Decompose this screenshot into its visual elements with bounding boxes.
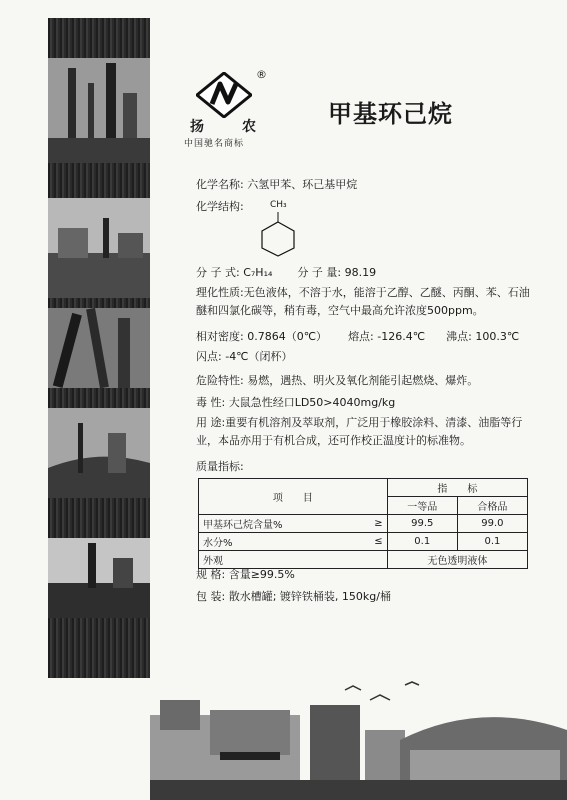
plant-photo-1 [48, 58, 150, 163]
structure-diagram [256, 200, 306, 260]
row-qualified: 0.1 [457, 533, 527, 551]
quality-spec-table [198, 478, 528, 569]
flash-row [196, 348, 293, 364]
row-item: 水分% [199, 533, 357, 551]
mp-value: -126.4℃ [377, 330, 426, 343]
usage-label: 用 途: [196, 416, 226, 429]
product-title: 甲基环己烷 [328, 100, 453, 128]
hazard-row [196, 372, 478, 388]
table-row [199, 533, 528, 551]
quality-label: 质量指标: [196, 460, 244, 473]
formula-row [196, 264, 376, 280]
properties-text: 无色液体，不溶于水，能溶于乙醇、乙醚、丙酮、苯、石油醚和四氯化碳等，稍有毒，空气中最高允许浓度500ppm。 [196, 286, 530, 317]
quality-label-row [196, 458, 244, 474]
structure-label: 化学结构: [196, 200, 244, 213]
row-op: ≥ [357, 515, 387, 533]
formula-label: 分 子 式: [196, 266, 240, 279]
hazard-label: 危险特性: [196, 374, 244, 387]
flash-label: 闪点: [196, 350, 222, 363]
table-header-row [199, 479, 528, 497]
factory-buildings-image [150, 660, 567, 800]
row-qualified: 99.0 [457, 515, 527, 533]
header-index: 指 标 [387, 479, 527, 497]
pack-label: 包 装: [196, 590, 226, 603]
structure-row [196, 198, 244, 214]
cyclohexane-ring-icon [256, 210, 300, 258]
row-op: ≤ [357, 533, 387, 551]
logo-char-left: 扬 [190, 119, 204, 135]
bp-value: 100.3℃ [475, 330, 520, 343]
chem-name-row [196, 176, 357, 192]
chem-name-label: 化学名称: [196, 178, 244, 191]
toxicity-value: 大鼠急性经口LD50>4040mg/kg [228, 396, 396, 409]
diamond-n-logo-icon [196, 72, 252, 118]
row-appearance-value: 无色透明液体 [387, 551, 527, 569]
mw-value: 98.19 [344, 266, 377, 279]
plant-photo-4 [48, 408, 150, 498]
row-item: 甲基环己烷含量% [199, 515, 357, 533]
row-item: 外观 [199, 551, 388, 569]
density-row [196, 328, 519, 344]
methyl-group-label: CH₃ [270, 200, 287, 210]
left-decorative-strip [48, 18, 150, 678]
logo-char-right: 农 [242, 119, 256, 135]
chem-name-value: 六氢甲苯、环己基甲烷 [247, 178, 358, 191]
plant-photo-5 [48, 538, 150, 618]
properties-label: 理化性质: [196, 286, 244, 299]
hazard-value: 易燃，遇热、明火及氧化剂能引起燃烧、爆炸。 [247, 374, 479, 387]
spec-label: 规 格: [196, 568, 226, 581]
mw-label: 分 子 量: [297, 266, 342, 279]
row-first: 0.1 [387, 533, 457, 551]
mp-label: 熔点: [348, 330, 374, 343]
flash-value: -4℃（闭杯） [225, 350, 293, 363]
pack-value: 散水槽罐; 镀锌铁桶装, 150kg/桶 [228, 590, 391, 603]
spec-value: 含量≥99.5% [228, 568, 295, 581]
toxicity-label: 毒 性: [196, 396, 226, 409]
plant-photo-2 [48, 198, 150, 298]
density-value: 0.7864（0℃） [247, 330, 328, 343]
toxicity-row [196, 394, 395, 410]
properties-block [196, 284, 536, 320]
header-first-grade: 一等品 [387, 497, 457, 515]
spec-row [196, 566, 295, 582]
plant-photo-3 [48, 308, 150, 388]
pack-row [196, 588, 391, 604]
density-label: 相对密度: [196, 330, 244, 343]
table-row [199, 515, 528, 533]
formula-value: C₇H₁₄ [243, 266, 273, 279]
company-logo [180, 68, 272, 152]
registered-mark: ® [256, 68, 267, 81]
usage-text: 重要有机溶剂及萃取剂，广泛用于橡胶涂料、清漆、油脂等行业，本品亦用于有机合成，还可作校正温度计的标准物。 [196, 416, 523, 447]
factory-illustration [150, 660, 567, 800]
bp-label: 沸点: [446, 330, 472, 343]
logo-subtitle: 中国驰名商标 [184, 139, 245, 149]
header-qualified-grade: 合格品 [457, 497, 527, 515]
header-item: 项 目 [199, 479, 388, 515]
row-first: 99.5 [387, 515, 457, 533]
usage-block [196, 414, 536, 450]
